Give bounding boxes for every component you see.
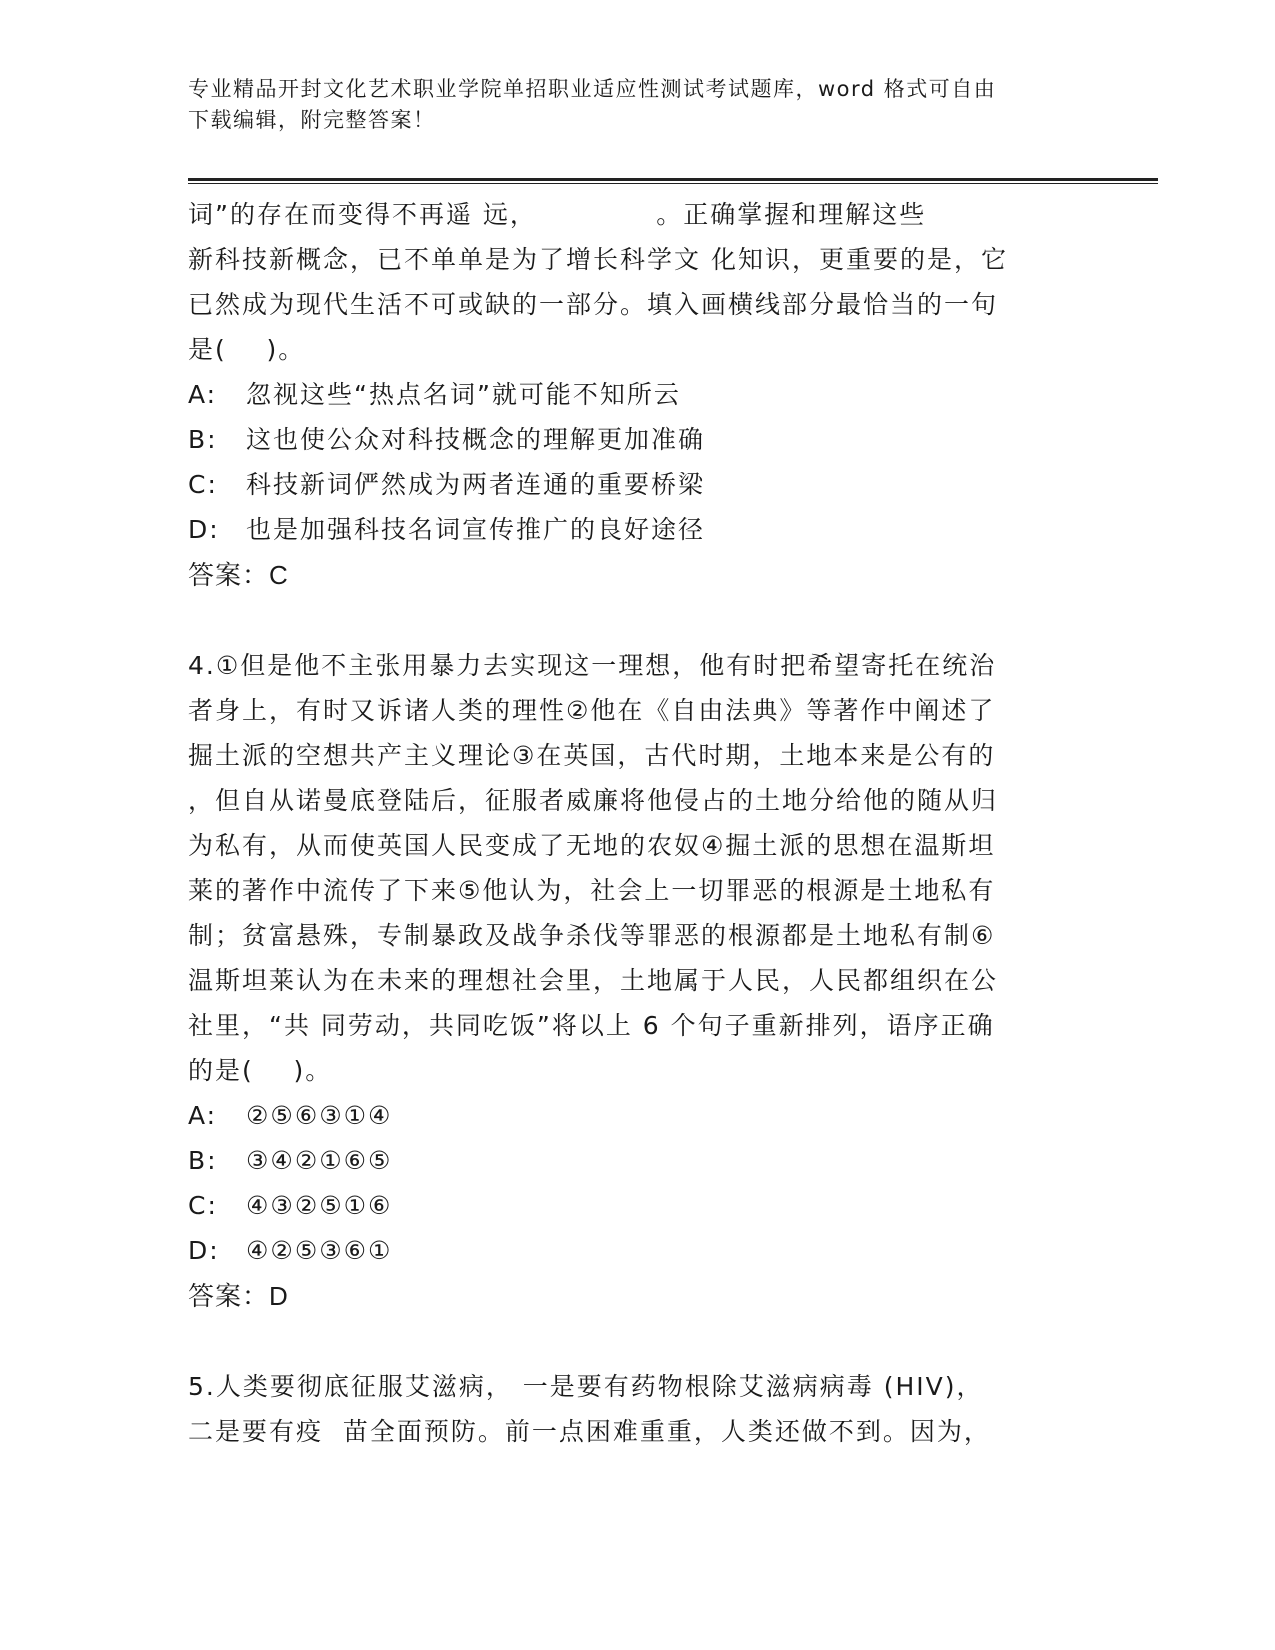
question-text-line: 莱的著作中流传了下来⑤他认为，社会上一切罪恶的根源是土地私有 bbox=[188, 876, 996, 905]
option-text: 科技新词俨然成为两者连通的重要桥梁 bbox=[246, 470, 706, 499]
answer-line: 答案：D bbox=[188, 1281, 289, 1311]
option-a bbox=[188, 372, 1088, 417]
question-text-line: 词”的存在而变得不再遥 远， 。正确掌握和理解这些 bbox=[188, 200, 927, 229]
question-text-line: 制；贫富悬殊，专制暴政及战争杀伐等罪恶的根源都是土地私有制⑥ bbox=[188, 921, 996, 950]
question-text-line: 5.人类要彻底征服艾滋病， 一是要有药物根除艾滋病病毒 (HIV)， bbox=[188, 1372, 984, 1401]
question-text-line: 者身上，有时又诉诸人类的理性②他在《自由法典》等著作中阐述了 bbox=[188, 696, 996, 725]
question-text-line: 新科技新概念，已不单单是为了增长科学文 化知识，更重要的是，它 bbox=[188, 245, 1008, 274]
question-text-line: ，但自从诺曼底登陆后，征服者威廉将他侵占的土地分给他的随从归 bbox=[188, 786, 999, 815]
option-key: C: bbox=[188, 1191, 218, 1220]
option-key: C: bbox=[188, 470, 218, 499]
option-key: D: bbox=[188, 1236, 220, 1265]
header-line-2: 下载编辑，附完整答案！ bbox=[188, 108, 436, 132]
option-d bbox=[188, 507, 1088, 552]
option-b bbox=[188, 1138, 1088, 1183]
question-text-line: 是( )。 bbox=[188, 335, 306, 364]
option-text: 忽视这些“热点名词”就可能不知所云 bbox=[246, 380, 681, 409]
option-key: B: bbox=[188, 1146, 218, 1175]
option-b bbox=[188, 417, 1088, 462]
option-text: ④②⑤③⑥① bbox=[246, 1236, 393, 1265]
header-divider-thick bbox=[188, 178, 1158, 181]
option-key: D: bbox=[188, 515, 220, 544]
option-text: 也是加强科技名词宣传推广的良好途径 bbox=[246, 515, 706, 544]
spacer bbox=[188, 1319, 1088, 1364]
spacer bbox=[188, 598, 1088, 643]
question-text-line: 已然成为现代生活不可或缺的一部分。填入画横线部分最恰当的一句 bbox=[188, 290, 999, 319]
question-text-line: 为私有，从而使英国人民变成了无地的农奴④掘土派的思想在温斯坦 bbox=[188, 831, 996, 860]
option-text: ②⑤⑥③①④ bbox=[246, 1101, 393, 1130]
option-key: A: bbox=[188, 380, 218, 409]
question-text-line: 的是( )。 bbox=[188, 1056, 333, 1085]
option-text: 这也使公众对科技概念的理解更加准确 bbox=[246, 425, 706, 454]
page-content bbox=[188, 192, 1088, 1454]
question-text-line: 二是要有疫 苗全面预防。前一点困难重重，人类还做不到。因为， bbox=[188, 1417, 991, 1446]
question-text-line: 掘土派的空想共产主义理论③在英国，古代时期，土地本来是公有的 bbox=[188, 741, 996, 770]
option-text: ③④②①⑥⑤ bbox=[246, 1146, 393, 1175]
option-c bbox=[188, 462, 1088, 507]
header-line-1: 专业精品开封文化艺术职业学院单招职业适应性测试考试题库，word 格式可自由 bbox=[188, 77, 997, 101]
question-text-line: 4.①但是他不主张用暴力去实现这一理想，他有时把希望寄托在统治 bbox=[188, 651, 997, 680]
option-a bbox=[188, 1093, 1088, 1138]
option-key: A: bbox=[188, 1101, 218, 1130]
option-key: B: bbox=[188, 425, 218, 454]
question-text-line: 温斯坦莱认为在未来的理想社会里，土地属于人民，人民都组织在公 bbox=[188, 966, 999, 995]
option-d bbox=[188, 1228, 1088, 1273]
header-divider-thin bbox=[188, 183, 1158, 184]
question-4 bbox=[188, 643, 1088, 1319]
page-header bbox=[188, 74, 1068, 136]
question-text-line: 社里，“共 同劳动，共同吃饭”将以上 6 个句子重新排列，语序正确 bbox=[188, 1011, 995, 1040]
option-text: ④③②⑤①⑥ bbox=[246, 1191, 393, 1220]
question-5 bbox=[188, 1364, 1088, 1454]
question-3 bbox=[188, 192, 1088, 598]
answer-line: 答案：C bbox=[188, 560, 289, 590]
option-c bbox=[188, 1183, 1088, 1228]
